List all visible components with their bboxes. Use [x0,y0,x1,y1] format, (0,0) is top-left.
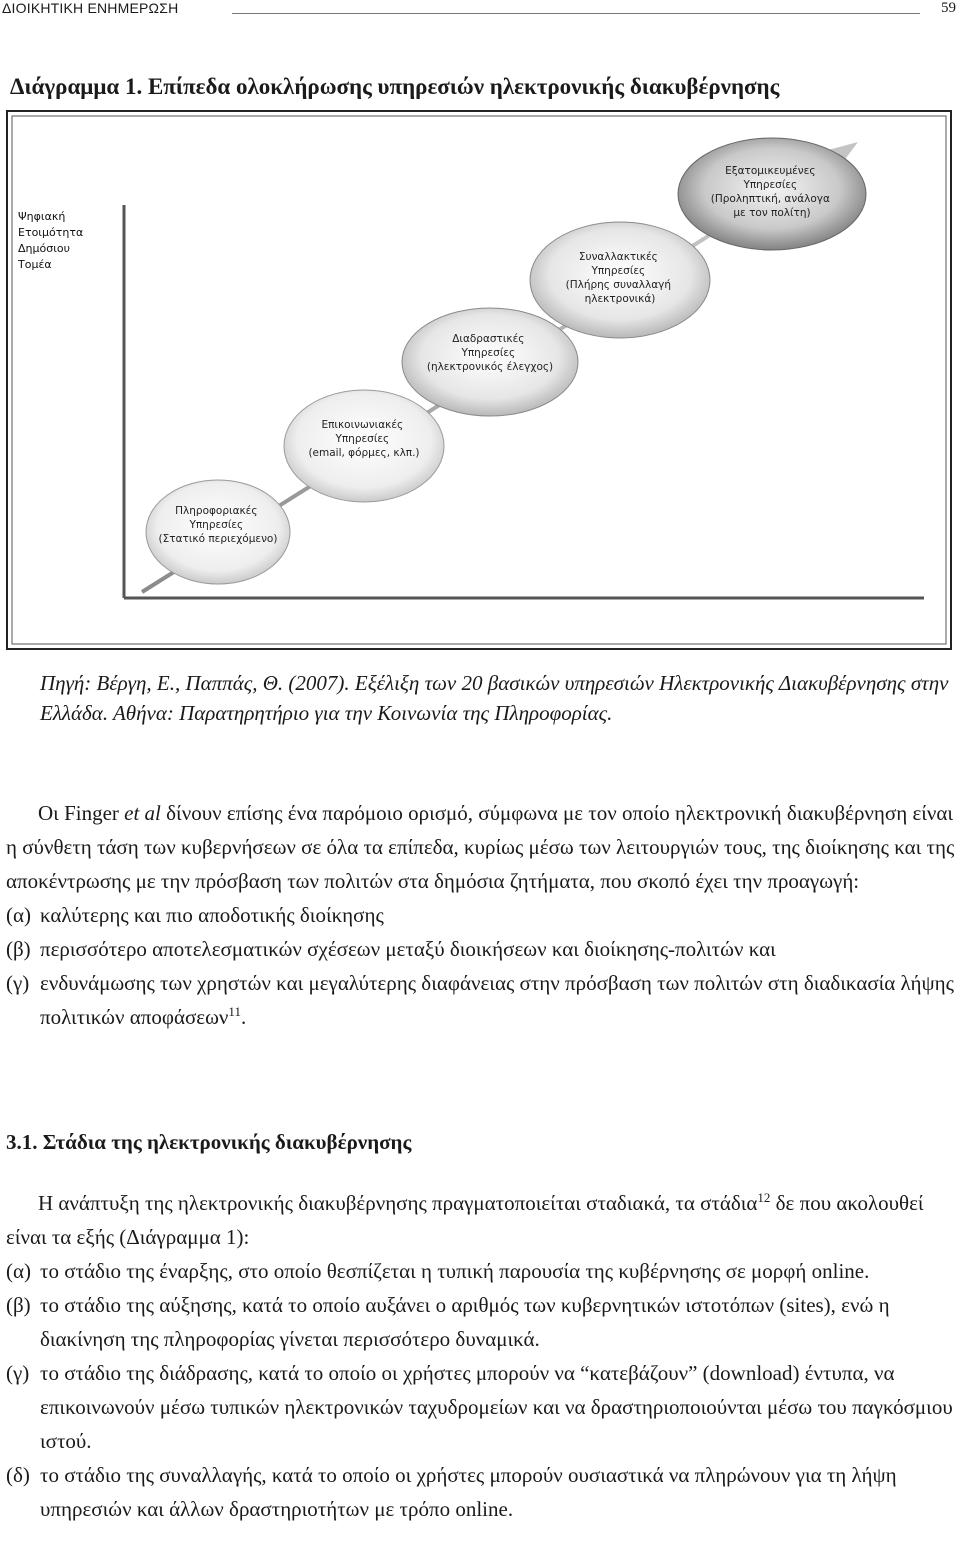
list-item: (β) το στάδιο της αύξησης, κατά το οποίο αυξάνει ο αριθμός των κυβερνητικών ιστοτόπων (sites), ενώ η διακίνηση της πληροφορίας γίνεται περισσότερο δυναμικά. [6,1293,890,1351]
stage-transactional [530,222,710,338]
footnote-ref: 12 [757,1190,771,1205]
stage-personalized [678,138,866,250]
stage-communicative [284,390,444,502]
axis-label-line: Ψηφιακή [18,210,66,223]
list-item: (β) περισσότερο αποτελεσματικών σχέσεων μεταξύ διοικήσεων και διοίκησης-πολιτών και [6,937,776,961]
paragraph-finger-definition [6,796,956,1034]
header-rule [232,13,920,14]
list-item: (γ) το στάδιο της διάδρασης, κατά το οποίο οι χρήστες μπορούν να “κατεβάζουν” (download) έντυπα, να επικοινωνούν μέσω τυπικών ηλεκτρονικών ταχυδρομείων και να δραστηριοποιούνται μέσω του παγκόσμιου ιστού. [6,1361,953,1453]
paragraph-stages [6,1186,956,1526]
figure-source: Πηγή: Βέργη, Ε., Παππάς, Θ. (2007). Εξέλιξη των 20 βασικών υπηρεσιών Ηλεκτρονικής Διακυβέρνησης στην Ελλάδα. Αθήνα: Παρατηρητήριο για την Κοινωνία της Πληροφορίας. [40,671,949,725]
running-header [0,0,960,22]
list-item: (α) το στάδιο της έναρξης, στο οποίο θεσπίζεται η τυπική παρουσία της κυβέρνησης σε μορφή online. [6,1259,870,1283]
axis-label-line: Δημόσιου [18,242,71,255]
paragraph-text: Η ανάπτυξη της ηλεκτρονικής διακυβέρνησης πραγματοποιείται σταδιακά, τα στάδια$^{12}$ δε που ακολουθεί είναι τα εξής (Διάγραμμα 1): [6,1190,924,1249]
stage-interactive [402,308,578,416]
list-item: (γ) ενδυνάμωσης των χρηστών και μεγαλύτερης διαφάνειας στην πρόσβαση των πολιτών στη διαδικασία λήψης πολιτικών αποφάσεων$^{11}$. [6,971,954,1029]
e-government-stages-diagram [6,110,952,650]
stage-bubble [146,480,290,584]
paragraph-text: Οι Finger et al δίνουν επίσης ένα παρόμοιο ορισμό, σύμφωνα με τον οποίο ηλεκτρονική διακυβέρνηση είναι η σύνθετη τάση των κυβερνήσεων σε όλα τα επίπεδα, κυρίως μέσω των λειτουργιών τους, της διοίκησης και της αποκέντρωσης με την πρόσβαση των πολιτών στα δημόσια ζητήματα, που σκοπό έχει την προαγωγή: [6,801,955,893]
journal-title: ΔΙΟΙΚΗΤΙΚΗ ΕΝΗΜΕΡΩΣΗ [2,0,179,16]
list-item: (α) καλύτερης και πιο αποδοτικής διοίκησης [6,903,384,927]
footnote-ref: 11 [228,1004,241,1019]
stage-informational [146,480,290,584]
stage-label: Πληροφοριακές Υπηρεσίες (Στατικό περιεχόμενο) [158,505,278,545]
axis-label-line: Ετοιμότητα [18,226,84,239]
stage-label: Συναλλακτικές Υπηρεσίες (Πλήρης συναλλαγή ηλεκτρονικά) [565,251,672,305]
axis-label-line: Τομέα [18,258,52,271]
figure-title: Διάγραμμα 1. Επίπεδα ολοκλήρωσης υπηρεσιών ηλεκτρονικής διακυβέρνησης [10,74,780,99]
stage-label: Επικοινωνιακές Υπηρεσίες (email, φόρμες, κλπ.) [308,419,420,459]
page-number: 59 [941,0,956,16]
stage-label: Διαδραστικές Υπηρεσίες (ηλεκτρονικός έλεγχος) [426,333,554,373]
section-heading: 3.1. Στάδια της ηλεκτρονικής διακυβέρνησης [6,1130,412,1154]
list-item: (δ) το στάδιο της συναλλαγής, κατά το οποίο οι χρήστες μπορούν ουσιαστικά να πληρώνουν για τη λήψη υπηρεσιών και άλλων δραστηριοτήτων με τρόπο online. [6,1463,897,1521]
stage-label: Εξατομικευμένες Υπηρεσίες (Προληπτική, ανάλογα με τον πολίτη) [710,165,830,219]
stage-bubble [284,390,444,502]
